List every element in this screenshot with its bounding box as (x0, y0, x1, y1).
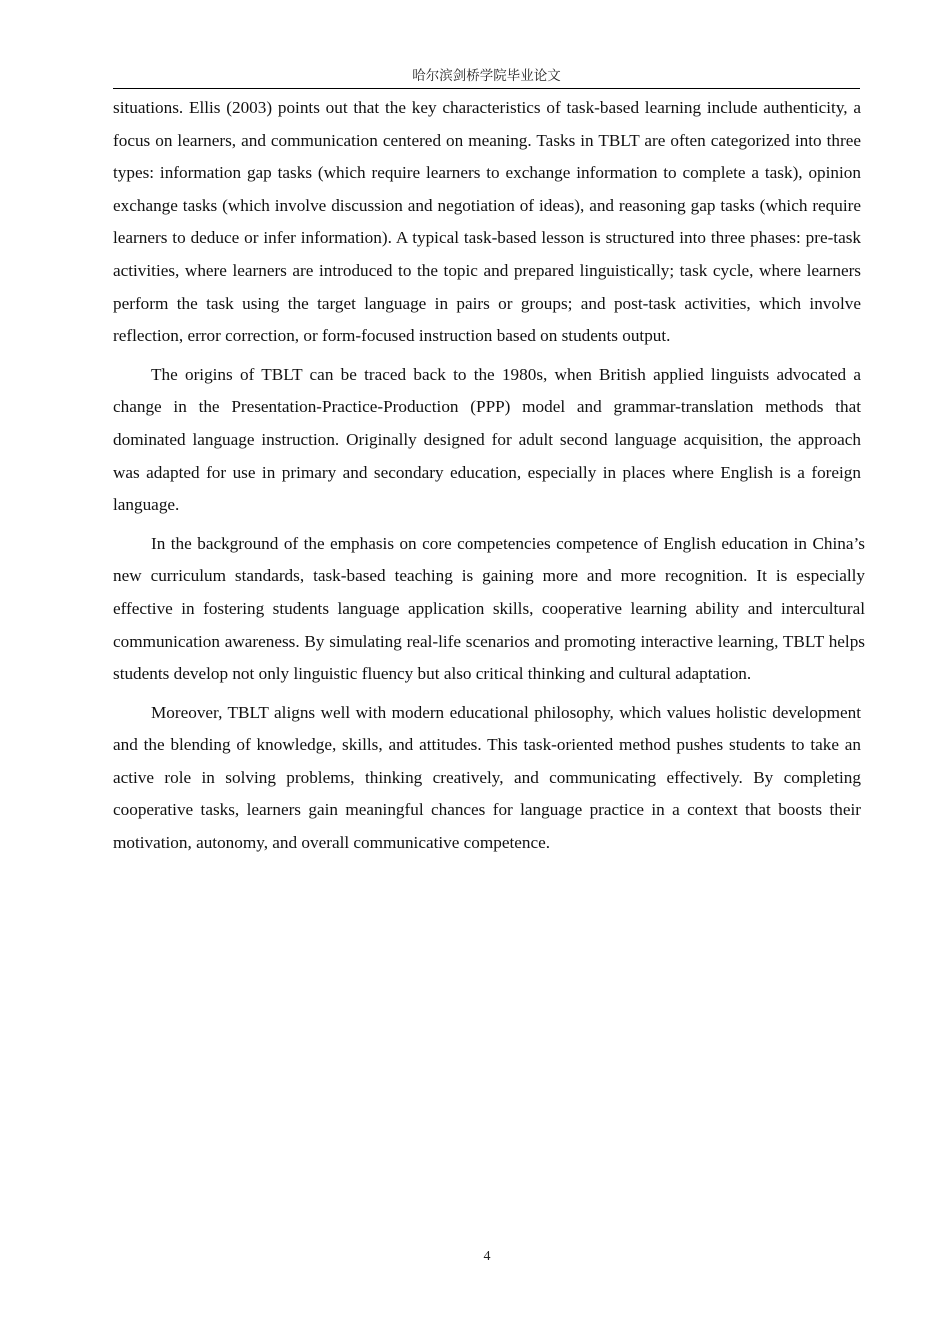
paragraph-educational-philosophy: Moreover, TBLT aligns well with modern educational philosophy, which values holistic development and the blending of knowledge, skills, and attitudes. This task-oriented method pushes students to take an active role in solving problems, thinking creatively, and communicating effectively. By completing cooperative tasks, learners gain meaningful chances for language practice in a context that boosts their motivation, autonomy, and overall communicative competence. (113, 702, 861, 853)
paragraph-china-curriculum: In the background of the emphasis on core competencies competence of English education in China’s new curriculum standards, task-based teaching is gaining more and more recognition. It is especially effective in fostering students language application skills, cooperative learning ability and intercultural communication awareness. By simulating real-life scenarios and promoting interactive learning, TBLT helps students develop not only linguistic fluency but also critical thinking and cultural adaptation. (113, 533, 865, 684)
paragraph-tblt-origins: The origins of TBLT can be traced back to the 1980s, when British applied linguists advocated a change in the Presentation-Practice-Production (PPP) model and grammar-translation methods that dominated language instruction. Originally designed for adult second language acquisition, the approach was adapted for use in primary and secondary education, especially in places where English is a foreign language. (113, 364, 861, 515)
paragraph-continued: situations. Ellis (2003) points out that the key characteristics of task-based learning include authenticity, a focus on learners, and communication centered on meaning. Tasks in TBLT are often categorized into three types: information gap tasks (which require learners to exchange information to complete a task), opinion exchange tasks (which involve discussion and negotiation of ideas), and reasoning gap tasks (which require learners to deduce or infer information). A typical task-based lesson is structured into three phases: pre-task activities, where learners are introduced to the topic and prepared linguistically; task cycle, where learners perform the task using the target language in pairs or groups; and post-task activities, which involve reflection, error correction, or form-focused instruction based on students output. (113, 98, 861, 346)
body-text (113, 92, 865, 866)
running-header: 哈尔滨剑桥学院毕业论文 (113, 66, 860, 89)
page-number: 4 (483, 1249, 491, 1264)
